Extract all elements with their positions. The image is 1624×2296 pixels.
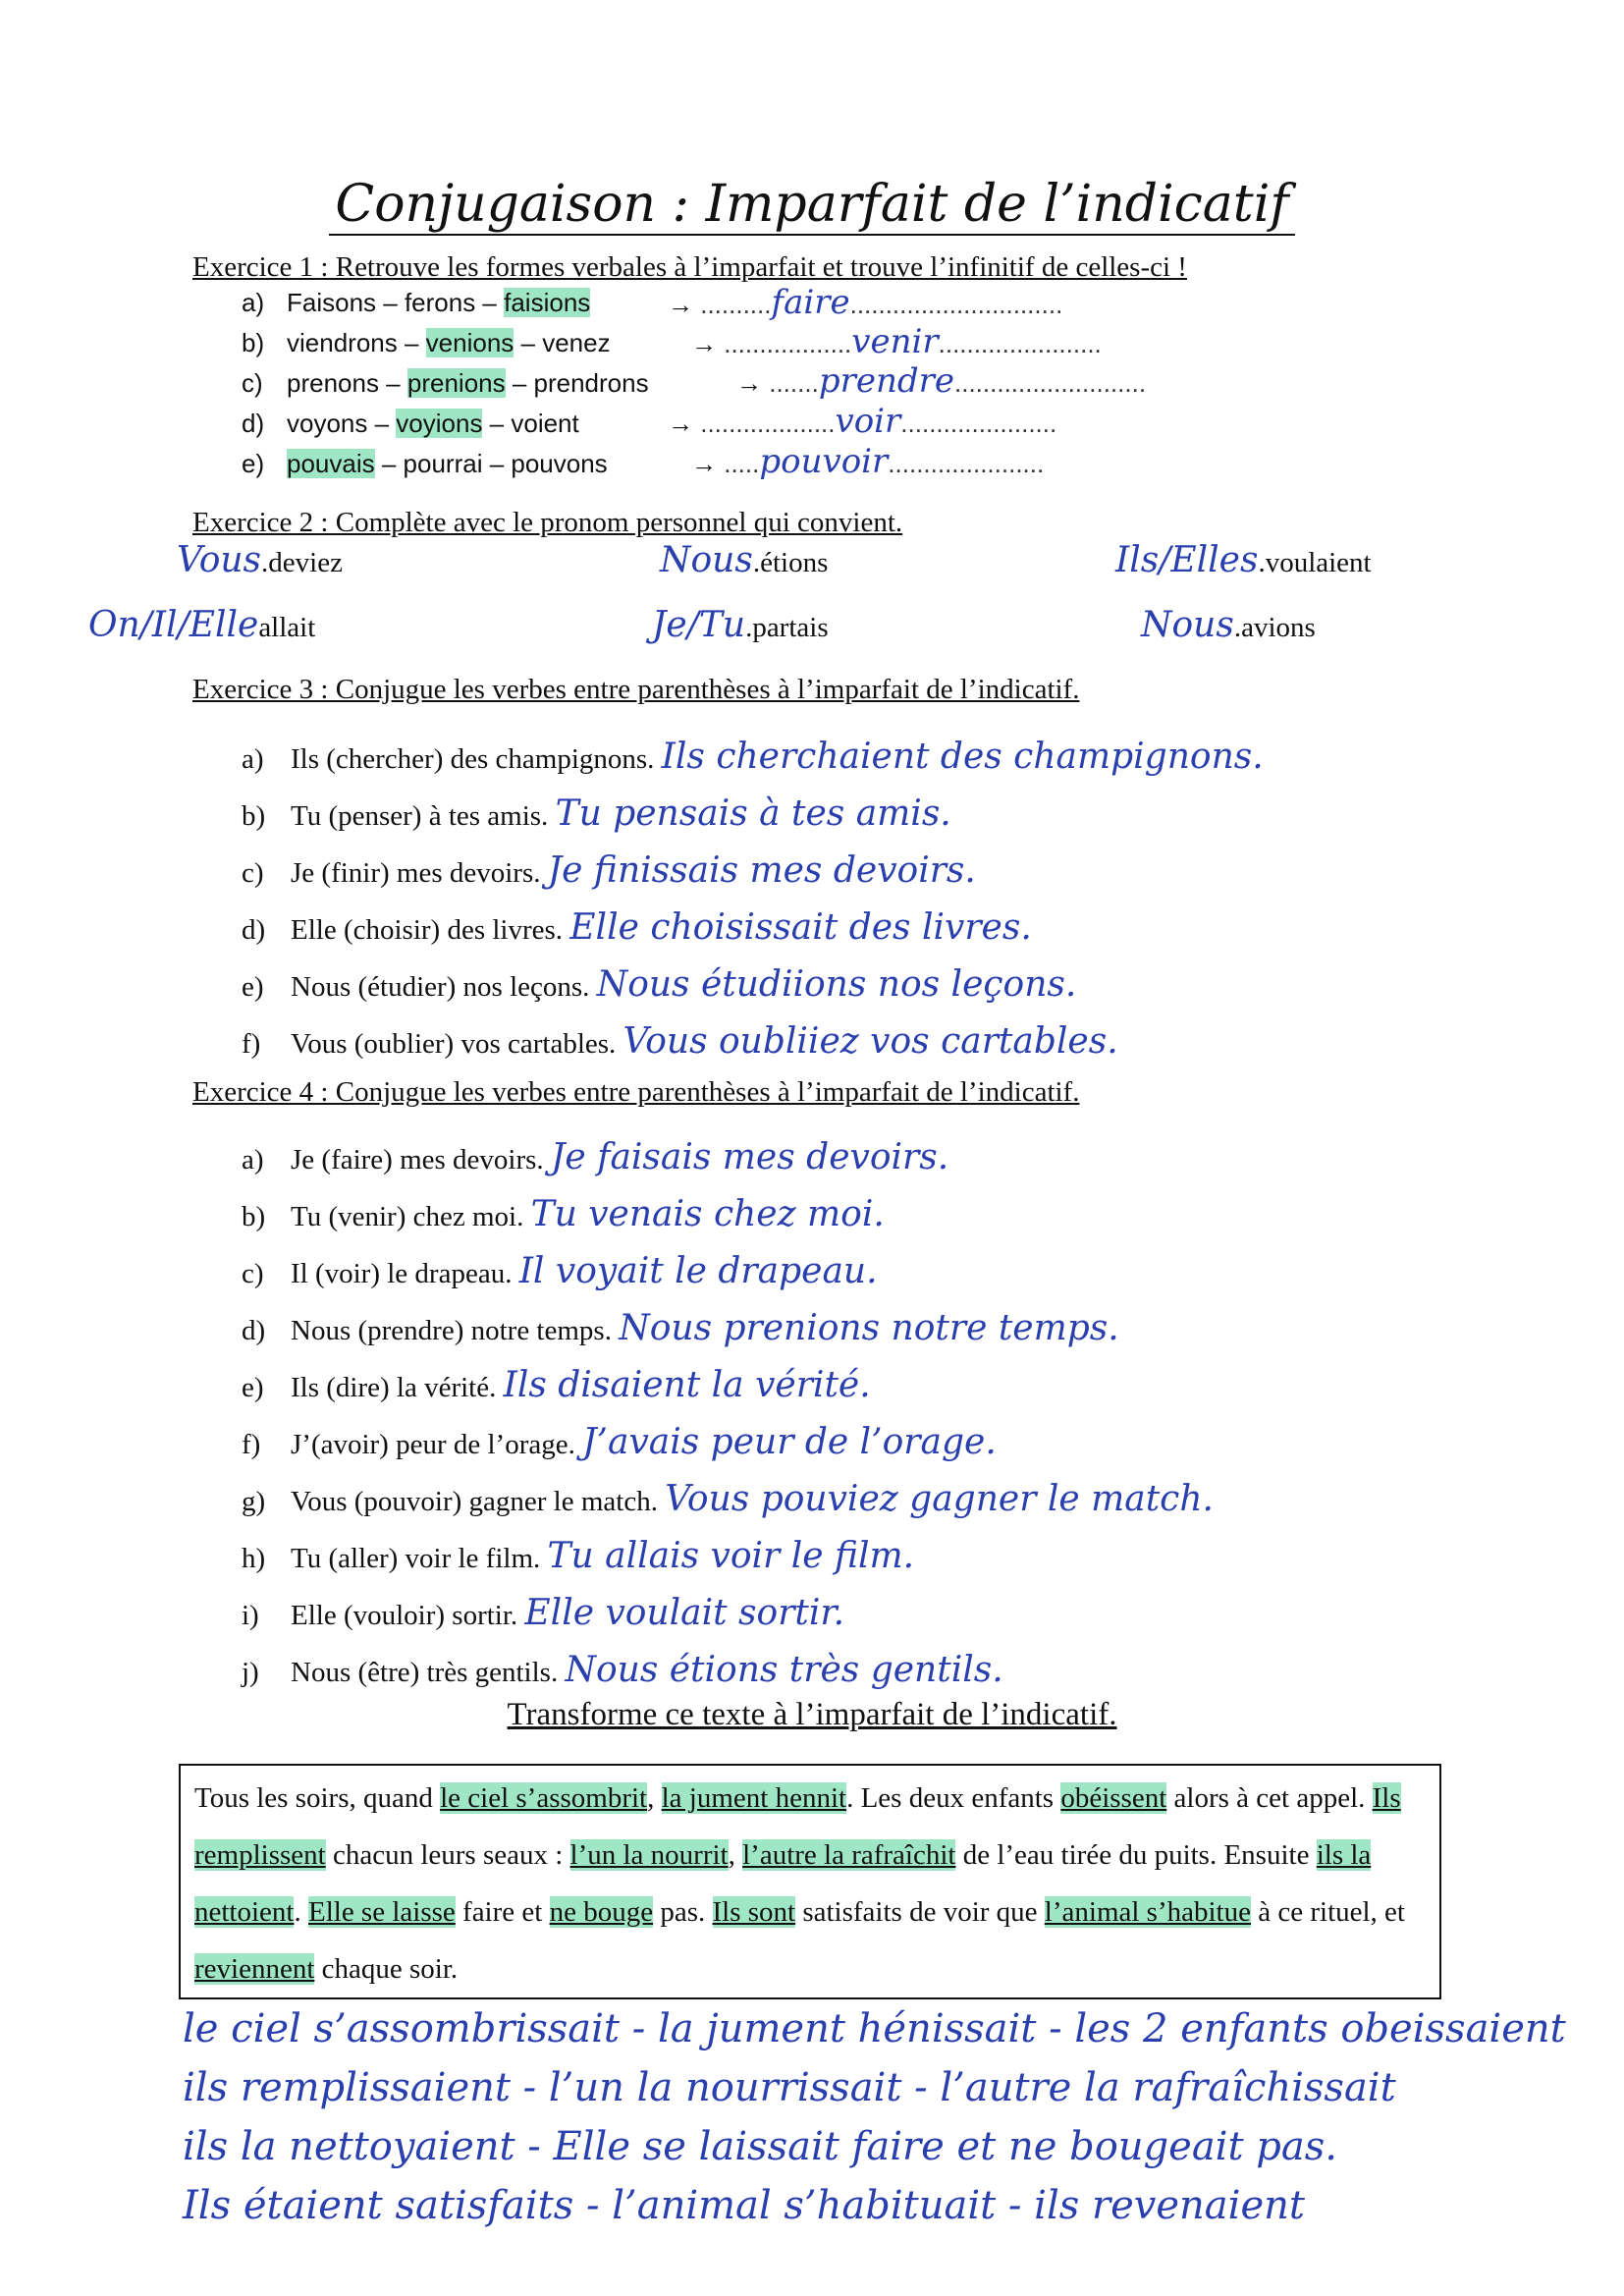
ex4-item-a: a) Je (faire) mes devoirs. Je faisais mes devoirs.: [242, 1137, 949, 1177]
exercise-3-heading: Exercice 3 : Conjugue les verbes entre parenthèses à l’imparfait de l’indicatif.: [192, 674, 1080, 705]
highlighted-phrase: l’un la nourrit: [569, 1839, 729, 1871]
ex4-item-g: g) Vous (pouvoir) gagner le match. Vous pouviez gagner le match.: [242, 1479, 1214, 1519]
highlighted-phrase: Elle se laisse: [307, 1896, 456, 1928]
ex4-item-j: j) Nous (être) très gentils. Nous étions très gentils.: [242, 1650, 1003, 1690]
ex2-item: Nous.avions: [1141, 605, 1316, 645]
exercise-4-heading: Exercice 4 : Conjugue les verbes entre parenthèses à l’imparfait de l’indicatif.: [192, 1076, 1080, 1108]
ex3-item-d: d) Elle (choisir) des livres. Elle choisissait des livres.: [242, 907, 1032, 948]
ex4-item-b: b) Tu (venir) chez moi. Tu venais chez moi.: [242, 1194, 885, 1234]
answer-field[interactable]: Nous étudiions nos leçons.: [596, 964, 1077, 1005]
highlighted-phrase: la jument hennit: [661, 1782, 847, 1814]
answer-field[interactable]: Je/Tu: [652, 605, 746, 645]
handwritten-answers: [183, 1999, 1566, 2235]
highlighted-phrase: ils la nettoient: [194, 1839, 1372, 1928]
ex4-item-c: c) Il (voir) le drapeau. Il voyait le drapeau.: [242, 1251, 878, 1291]
ex1-answer-c: → .......prendre...........................: [736, 361, 1147, 401]
answer-field[interactable]: Vous oubliiez vos cartables.: [623, 1021, 1118, 1062]
item-letter: f): [242, 1028, 261, 1060]
item-letter: a): [242, 288, 265, 317]
answer-line[interactable]: le ciel s’assombrissait - la jument hénissait - les 2 enfants obeissaient: [183, 2006, 1566, 2051]
item-letter: b): [242, 800, 266, 832]
answer-field[interactable]: pouvoir: [759, 442, 889, 481]
answer-field[interactable]: Vous: [177, 540, 262, 580]
answer-field[interactable]: Nous: [660, 540, 753, 580]
answer-field[interactable]: venir: [851, 322, 939, 361]
answer-field[interactable]: Elle voulait sortir.: [524, 1593, 845, 1633]
answer-field[interactable]: Nous prenions notre temps.: [619, 1308, 1119, 1348]
item-letter: c): [242, 1258, 264, 1289]
answer-field[interactable]: voir: [835, 402, 901, 441]
highlighted-phrase: Ils remplissent: [194, 1782, 1401, 1871]
answer-field[interactable]: Nous étions très gentils.: [565, 1650, 1003, 1690]
answer-field[interactable]: J’avais peur de l’orage.: [582, 1422, 997, 1462]
answer-field[interactable]: Elle choisissait des livres.: [569, 907, 1032, 948]
highlighted-phrase: l’animal s’habitue: [1044, 1896, 1251, 1928]
answer-field[interactable]: On/Il/Elle: [88, 605, 259, 645]
ex2-item: Ils/Elles.voulaient: [1115, 540, 1372, 580]
exercise-2-heading: Exercice 2 : Complète avec le pronom personnel qui convient.: [192, 507, 903, 538]
answer-field[interactable]: faire: [771, 283, 850, 322]
highlighted-phrase: ne bouge: [549, 1896, 654, 1928]
item-letter: b): [242, 328, 265, 357]
item-letter: d): [242, 914, 266, 946]
ex1-item-d: d) voyons – voyions – voient: [242, 409, 579, 438]
highlighted-verb: faisions: [504, 288, 591, 317]
answer-field[interactable]: Ils disaient la vérité.: [503, 1365, 871, 1405]
item-letter: d): [242, 1315, 266, 1346]
item-letter: j): [242, 1657, 259, 1688]
ex1-item-c: c) prenons – prenions – prendrons: [242, 368, 649, 398]
highlighted-verb: venions: [425, 328, 514, 357]
answer-field[interactable]: Tu pensais à tes amis.: [555, 793, 951, 834]
item-letter: g): [242, 1486, 266, 1517]
answer-field[interactable]: Tu allais voir le film.: [547, 1536, 915, 1576]
ex2-item: Vous.deviez: [177, 540, 343, 580]
exercise-5-heading: Transforme ce texte à l’imparfait de l’indicatif.: [507, 1697, 1117, 1732]
item-letter: c): [242, 368, 263, 398]
page-title: Conjugaison : Imparfait de l’indicatif: [0, 175, 1624, 234]
highlighted-verb: voyions: [396, 409, 483, 438]
answer-field[interactable]: Ils cherchaient des champignons.: [661, 737, 1264, 777]
ex4-item-e: e) Ils (dire) la vérité. Ils disaient la vérité.: [242, 1365, 871, 1405]
ex2-item: Je/Tu.partais: [652, 605, 829, 645]
item-letter: e): [242, 971, 264, 1003]
ex3-item-a: a) Ils (chercher) des champignons. Ils cherchaient des champignons.: [242, 737, 1264, 777]
item-letter: d): [242, 409, 265, 438]
item-letter: b): [242, 1201, 266, 1232]
answer-line[interactable]: ils la nettoyaient - Elle se laissait faire et ne bougeait pas.: [183, 2124, 1337, 2169]
item-letter: h): [242, 1543, 266, 1574]
item-letter: c): [242, 857, 264, 889]
item-letter: a): [242, 743, 264, 775]
ex2-item: On/Il/Elleallait: [88, 605, 316, 645]
highlighted-verb: prenions: [406, 368, 506, 398]
highlighted-verb: pouvais: [287, 449, 375, 478]
highlighted-phrase: reviennent: [194, 1953, 315, 1985]
ex3-item-c: c) Je (finir) mes devoirs. Je finissais mes devoirs.: [242, 850, 976, 891]
answer-field[interactable]: Nous: [1141, 605, 1234, 645]
ex4-item-i: i) Elle (vouloir) sortir. Elle voulait sortir.: [242, 1593, 845, 1633]
ex1-item-a: a) Faisons – ferons – faisions: [242, 288, 591, 317]
answer-field[interactable]: Il voyait le drapeau.: [518, 1251, 878, 1291]
ex1-item-b: b) viendrons – venions – venez: [242, 328, 611, 357]
ex4-item-h: h) Tu (aller) voir le film. Tu allais voir le film.: [242, 1536, 915, 1576]
item-letter: i): [242, 1600, 259, 1631]
item-letter: a): [242, 1144, 264, 1175]
answer-field[interactable]: Je finissais mes devoirs.: [547, 850, 976, 891]
ex4-item-d: d) Nous (prendre) notre temps. Nous prenions notre temps.: [242, 1308, 1119, 1348]
highlighted-phrase: l’autre la rafraîchit: [742, 1839, 956, 1871]
answer-field[interactable]: Ils/Elles: [1115, 540, 1259, 580]
answer-field[interactable]: Tu venais chez moi.: [530, 1194, 885, 1234]
ex3-item-e: e) Nous (étudier) nos leçons. Nous étudiions nos leçons.: [242, 964, 1077, 1005]
item-letter: f): [242, 1429, 261, 1460]
answer-line[interactable]: Ils étaient satisfaits - l’animal s’habituait - ils revenaient: [183, 2183, 1305, 2228]
item-letter: e): [242, 449, 265, 478]
ex3-item-f: f) Vous (oublier) vos cartables. Vous oubliiez vos cartables.: [242, 1021, 1118, 1062]
highlighted-phrase: Ils sont: [712, 1896, 796, 1928]
ex1-answer-a: → ..........faire..............................: [668, 283, 1063, 322]
ex1-answer-e: → .....pouvoir......................: [691, 442, 1045, 481]
highlighted-phrase: obéissent: [1060, 1782, 1167, 1814]
ex3-item-b: b) Tu (penser) à tes amis. Tu pensais à tes amis.: [242, 793, 951, 834]
item-letter: e): [242, 1372, 264, 1403]
exercise-1-heading: Exercice 1 : Retrouve les formes verbales à l’imparfait et trouve l’infinitif de celles-ci !: [192, 251, 1187, 283]
ex2-item: Nous.étions: [660, 540, 829, 580]
highlighted-phrase: le ciel s’assombrit: [440, 1782, 648, 1814]
answer-field[interactable]: Je faisais mes devoirs.: [550, 1137, 949, 1177]
answer-field[interactable]: prendre: [818, 361, 954, 401]
ex1-answer-d: → ...................voir......................: [668, 402, 1057, 441]
ex1-answer-b: → ..................venir.......................: [691, 322, 1102, 361]
ex4-item-f: f) J’(avoir) peur de l’orage. J’avais peur de l’orage.: [242, 1422, 997, 1462]
ex1-item-e: e) pouvais – pourrai – pouvons: [242, 449, 608, 478]
answer-field[interactable]: Vous pouviez gagner le match.: [665, 1479, 1214, 1519]
answer-line[interactable]: ils remplissaient - l’un la nourrissait - l’autre la rafraîchissait: [183, 2065, 1396, 2110]
text-box: Tous les soirs, quand le ciel s’assombrit, la jument hennit. Les deux enfants obéissent alors à cet appel. Ils remplissent chacun leurs seaux : l’un la nourrit, l’autre la rafraîchit de l’eau tirée du puits. Ensuite ils la nettoient. Elle se laisse faire et ne bouge pas. Ils sont satisfaits de voir que l’animal s’habitue à ce rituel, et reviennent chaque soir.: [179, 1764, 1441, 1999]
